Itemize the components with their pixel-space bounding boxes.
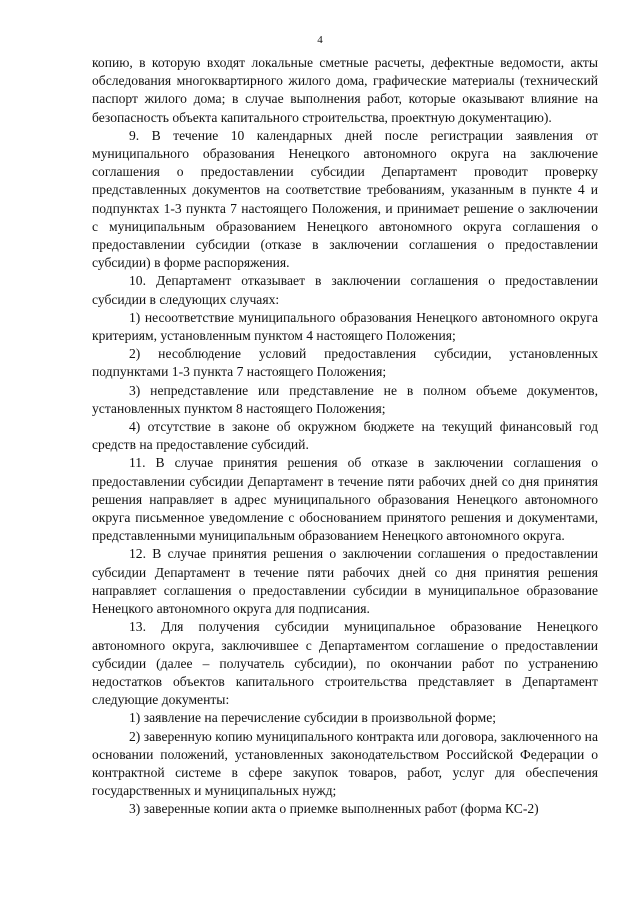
paragraph-clause-13-item-3: 3) заверенные копии акта о приемке выполненных работ (форма КС-2) — [129, 801, 539, 817]
paragraph-clause-12: 12. В случае принятия решения о заключении соглашения о предоставлении субсидии Департамент в течение пяти рабочих дней со дня принятия решения направляет соглашения о предоставлении субсидии в муниципальное образование Ненецкого автономного округа для подписания. — [92, 546, 598, 617]
page-number: 4 — [317, 34, 323, 46]
paragraph-clause-10-item-1: 1) несоответствие муниципального образования Ненецкого автономного округа критериям, установленным пунктом 4 настоящего Положения; — [92, 309, 598, 344]
paragraph-clause-10-item-2: 2) несоблюдение условий предоставления субсидии, установленных подпунктами 1-3 пункта 7 настоящего Положения; — [92, 346, 598, 380]
paragraph-clause-11: 11. В случае принятия решения об отказе в заключении соглашения о предоставлении субсидии Департамент в течение пяти рабочих дней со дня принятия решения направляет в адрес муниципального образования Ненецкого автономного округа письменное уведомление с обоснованием принятого решения и документами, представленными муниципальным образованием Ненецкого автономного округа. — [92, 455, 598, 544]
paragraph-clause-10-item-4: 4) отсутствие в законе об окружном бюджете на текущий финансовый год средств на предоставление субсидий. — [92, 419, 598, 453]
paragraph-clause-10: 10. Департамент отказывает в заключении соглашения о предоставлении субсидии в следующих случаях: — [92, 273, 598, 307]
paragraph-clause-13-item-1: 1) заявление на перечисление субсидии в произвольной форме; — [129, 710, 497, 726]
paragraph-clause-9: 9. В течение 10 календарных дней после регистрации заявления от муниципального образования Ненецкого автономного округа на заключение соглашения о предоставлении субсидии Департамент проводит проверку представленных документов на соответствие требованиям, указанным в пункте 4 и подпунктах 1-3 пункта 7 настоящего Положения, и принимает решение о заключении с муниципальным образованием Ненецкого автономного округа соглашения о предоставлении субсидии (отказе в заключении соглашения о предоставлении субсидии) в форме распоряжения. — [92, 127, 598, 271]
paragraph-continuation: копию, в которую входят локальные сметные расчеты, дефектные ведомости, акты обследования многоквартирного жилого дома, графические материалы (технический паспорт жилого дома; в случае выполнения работ, которые оказывают влияние на безопасность объекта капитального строительства, проектную документацию). — [92, 55, 598, 125]
paragraph-clause-10-item-3: 3) непредставление или представление не в полном объеме документов, установленных пунктом 8 настоящего Положения; — [92, 382, 598, 416]
paragraph-clause-13-item-2: 2) заверенную копию муниципального контракта или договора, заключенного на основании положений, установленных законодательством Российской Федерации о контрактной системе в сфере закупок товаров, работ, услуг для обеспечения государственных и муниципальных нужд; — [92, 728, 598, 799]
paragraph-clause-13: 13. Для получения субсидии муниципальное образование Ненецкого автономного округа, заключившее с Департаментом соглашение о предоставлении субсидии (далее – получатель субсидии), по окончании работ по устранению недостатков объектов капитального строительства представляет в Департамент следующие документы: — [92, 619, 598, 708]
page-content — [92, 54, 598, 819]
